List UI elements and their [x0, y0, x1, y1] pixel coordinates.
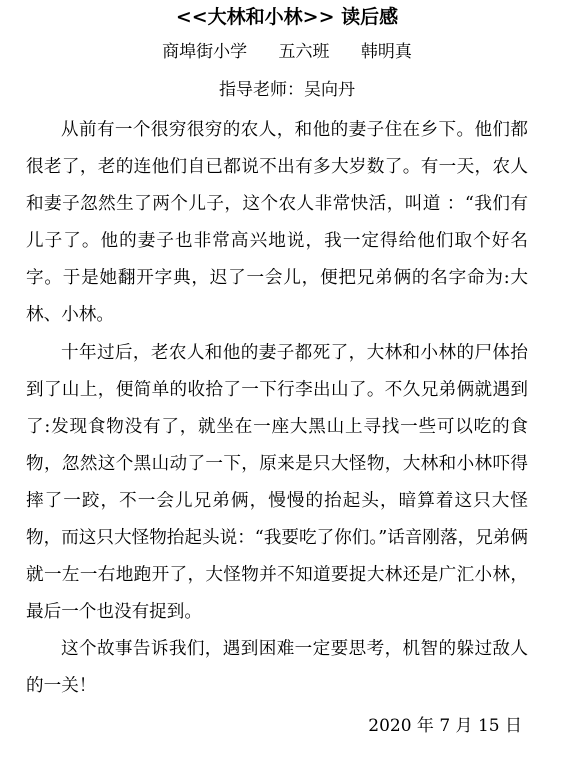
class-name: 五六班	[278, 42, 330, 62]
author-line	[0, 40, 574, 64]
paragraph-3: 这个故事告诉我们，遇到困难一定要思考，机智的躲过敌人的一关！	[26, 639, 528, 697]
essay-date: 2020 年 7 月 15 日	[368, 716, 522, 736]
document-title: <<大林和小林>> 读后感	[175, 6, 399, 28]
school-name: 商埠街小学	[162, 42, 248, 62]
paragraph-2: 十年过后，老农人和他的妻子都死了，大林和小林的尸体抬到了山上，便简单的收拾了一下行李出山了。不久兄弟俩就遇到了:发现食物没有了，就坐在一座大黑山上寻找一些可以吃的食物，忽然这个黑山动了一下，原来是只大怪物，大林和小林吓得摔了一跤，不一会儿兄弟俩，慢慢的抬起头，暗算着这只大怪物，而这只大怪物抬起头说：“我要吃了你们。”话音刚落，兄弟俩就一左一右地跑开了，大怪物并不知道要捉大林还是广汇小林，最后一个也没有捉到。	[26, 342, 528, 623]
student-name: 韩明真	[360, 42, 412, 62]
teacher-line: 指导老师：吴向丹	[219, 80, 355, 100]
paragraph-1: 从前有一个很穷很穷的农人，和他的妻子住在乡下。他们都很老了，老的连他们自已都说不出有多大岁数了。有一天，农人和妻子忽然生了两个儿子，这个农人非常快活，叫道 ：“我们有儿子了。他的妻子也非常高兴地说，我一定得给他们取个好名字。于是她翻开字典，迟了一会儿，便把兄弟俩的名字命为:大林、小林。	[26, 120, 528, 326]
essay-body	[26, 112, 528, 706]
